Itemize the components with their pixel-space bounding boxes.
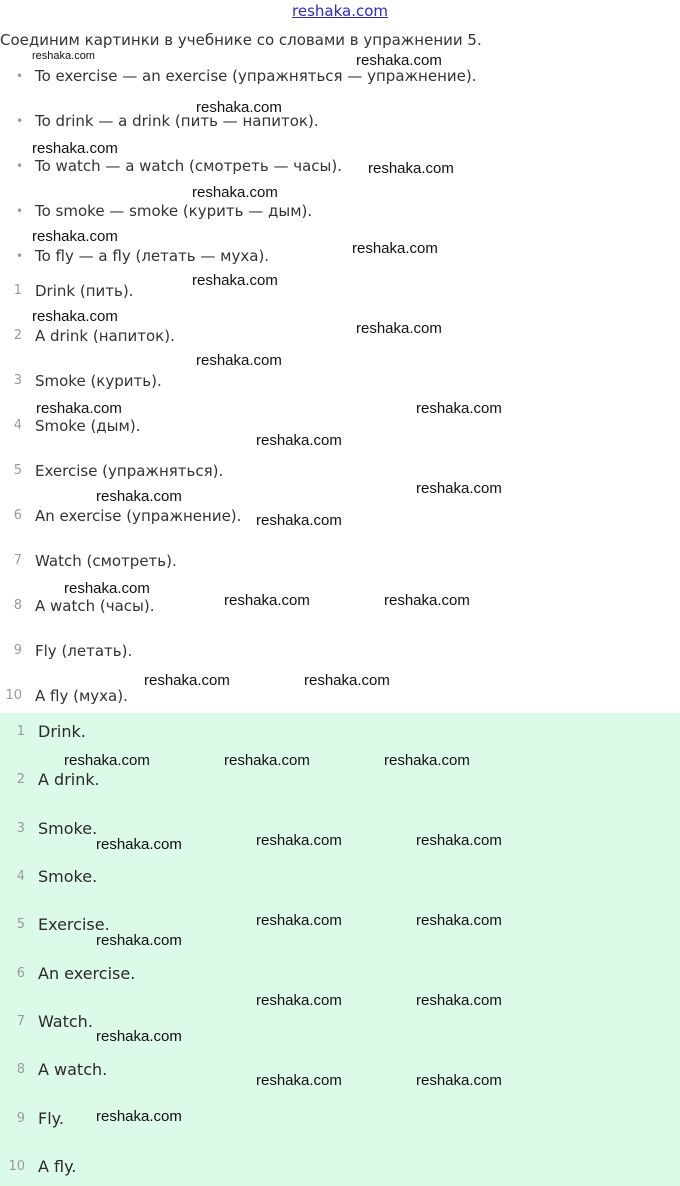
watermark: reshaka.com bbox=[96, 488, 182, 505]
watermark: reshaka.com bbox=[256, 992, 342, 1009]
list-item-text: To fly — a fly (летать — муха). bbox=[35, 247, 270, 265]
item-number: 1 bbox=[16, 724, 25, 739]
watermark: reshaka.com bbox=[256, 1072, 342, 1089]
answer-text: A fly. bbox=[38, 1157, 77, 1176]
item-number: 5 bbox=[13, 463, 22, 478]
item-number: 9 bbox=[16, 1111, 25, 1126]
watermark: reshaka.com bbox=[416, 1072, 502, 1089]
item-text: Smoke (курить). bbox=[35, 372, 162, 390]
answer-text: Fly. bbox=[38, 1109, 64, 1128]
watermark: reshaka.com bbox=[32, 228, 118, 245]
bullet-icon: • bbox=[16, 159, 24, 173]
item-number: 3 bbox=[16, 821, 25, 836]
watermark: reshaka.com bbox=[384, 592, 470, 609]
answer-text: Watch. bbox=[38, 1012, 93, 1031]
watermark: reshaka.com bbox=[196, 99, 282, 116]
item-text: Drink (пить). bbox=[35, 282, 134, 300]
item-number: 10 bbox=[8, 1159, 25, 1174]
item-text: Smoke (дым). bbox=[35, 417, 141, 435]
watermark: reshaka.com bbox=[224, 752, 310, 769]
watermark: reshaka.com bbox=[32, 308, 118, 325]
answer-text: A watch. bbox=[38, 1060, 108, 1079]
watermark: reshaka.com bbox=[416, 480, 502, 497]
item-number: 7 bbox=[16, 1014, 25, 1029]
watermark: reshaka.com bbox=[416, 992, 502, 1009]
watermark: reshaka.com bbox=[96, 1028, 182, 1045]
watermark: reshaka.com bbox=[384, 752, 470, 769]
watermark: reshaka.com bbox=[32, 50, 95, 62]
item-text: Exercise (упражняться). bbox=[35, 462, 224, 480]
watermark: reshaka.com bbox=[256, 832, 342, 849]
answer-text: Drink. bbox=[38, 722, 86, 741]
item-number: 10 bbox=[5, 688, 22, 703]
watermark: reshaka.com bbox=[256, 912, 342, 929]
watermark: reshaka.com bbox=[224, 592, 310, 609]
answer-text: Exercise. bbox=[38, 915, 110, 934]
watermark: reshaka.com bbox=[144, 672, 230, 689]
watermark: reshaka.com bbox=[416, 912, 502, 929]
answer-text: Smoke. bbox=[38, 819, 98, 838]
answer-text: Smoke. bbox=[38, 867, 98, 886]
watermark: reshaka.com bbox=[96, 1108, 182, 1125]
item-number: 1 bbox=[13, 283, 22, 298]
list-item-text: To drink — a drink (пить — напиток). bbox=[35, 112, 319, 130]
bullet-icon: • bbox=[16, 249, 24, 263]
list-item-text: To watch — a watch (смотреть — часы). bbox=[35, 157, 342, 175]
watermark: reshaka.com bbox=[352, 240, 438, 257]
item-number: 9 bbox=[13, 643, 22, 658]
item-number: 2 bbox=[16, 772, 25, 787]
watermark: reshaka.com bbox=[256, 432, 342, 449]
bullet-icon: • bbox=[16, 204, 24, 218]
watermark: reshaka.com bbox=[64, 752, 150, 769]
item-number: 4 bbox=[13, 418, 22, 433]
watermark: reshaka.com bbox=[356, 52, 442, 69]
item-number: 6 bbox=[16, 966, 25, 981]
item-text: A watch (часы). bbox=[35, 597, 155, 615]
item-number: 7 bbox=[13, 553, 22, 568]
watermark: reshaka.com bbox=[256, 512, 342, 529]
bullet-icon: • bbox=[16, 69, 24, 83]
watermark: reshaka.com bbox=[416, 832, 502, 849]
watermark: reshaka.com bbox=[196, 352, 282, 369]
item-text: Watch (смотреть). bbox=[35, 552, 177, 570]
list-item-text: To smoke — smoke (курить — дым). bbox=[35, 202, 313, 220]
watermark: reshaka.com bbox=[32, 140, 118, 157]
watermark: reshaka.com bbox=[64, 580, 150, 597]
watermark: reshaka.com bbox=[192, 272, 278, 289]
watermark: reshaka.com bbox=[356, 320, 442, 337]
watermark: reshaka.com bbox=[304, 672, 390, 689]
item-number: 3 bbox=[13, 373, 22, 388]
watermark: reshaka.com bbox=[416, 400, 502, 417]
watermark: reshaka.com bbox=[96, 836, 182, 853]
answer-text: An exercise. bbox=[38, 964, 136, 983]
item-number: 4 bbox=[16, 869, 25, 884]
bullet-icon: • bbox=[16, 114, 24, 128]
site-link[interactable]: reshaka.com bbox=[292, 2, 388, 20]
item-number: 8 bbox=[13, 598, 22, 613]
watermark: reshaka.com bbox=[368, 160, 454, 177]
item-number: 6 bbox=[13, 508, 22, 523]
item-text: Fly (летать). bbox=[35, 642, 133, 660]
list-item-text: To exercise — an exercise (упражняться — упражнение). bbox=[35, 67, 477, 85]
item-number: 2 bbox=[13, 328, 22, 343]
watermark: reshaka.com bbox=[192, 184, 278, 201]
watermark: reshaka.com bbox=[36, 400, 122, 417]
watermark: reshaka.com bbox=[96, 932, 182, 949]
item-text: A fly (муха). bbox=[35, 687, 128, 705]
answer-text: A drink. bbox=[38, 770, 100, 789]
intro-text: Соединим картинки в учебнике со словами в упражнении 5. bbox=[0, 31, 482, 49]
item-text: An exercise (упражнение). bbox=[35, 507, 242, 525]
item-text: A drink (напиток). bbox=[35, 327, 175, 345]
item-number: 5 bbox=[16, 917, 25, 932]
item-number: 8 bbox=[16, 1062, 25, 1077]
